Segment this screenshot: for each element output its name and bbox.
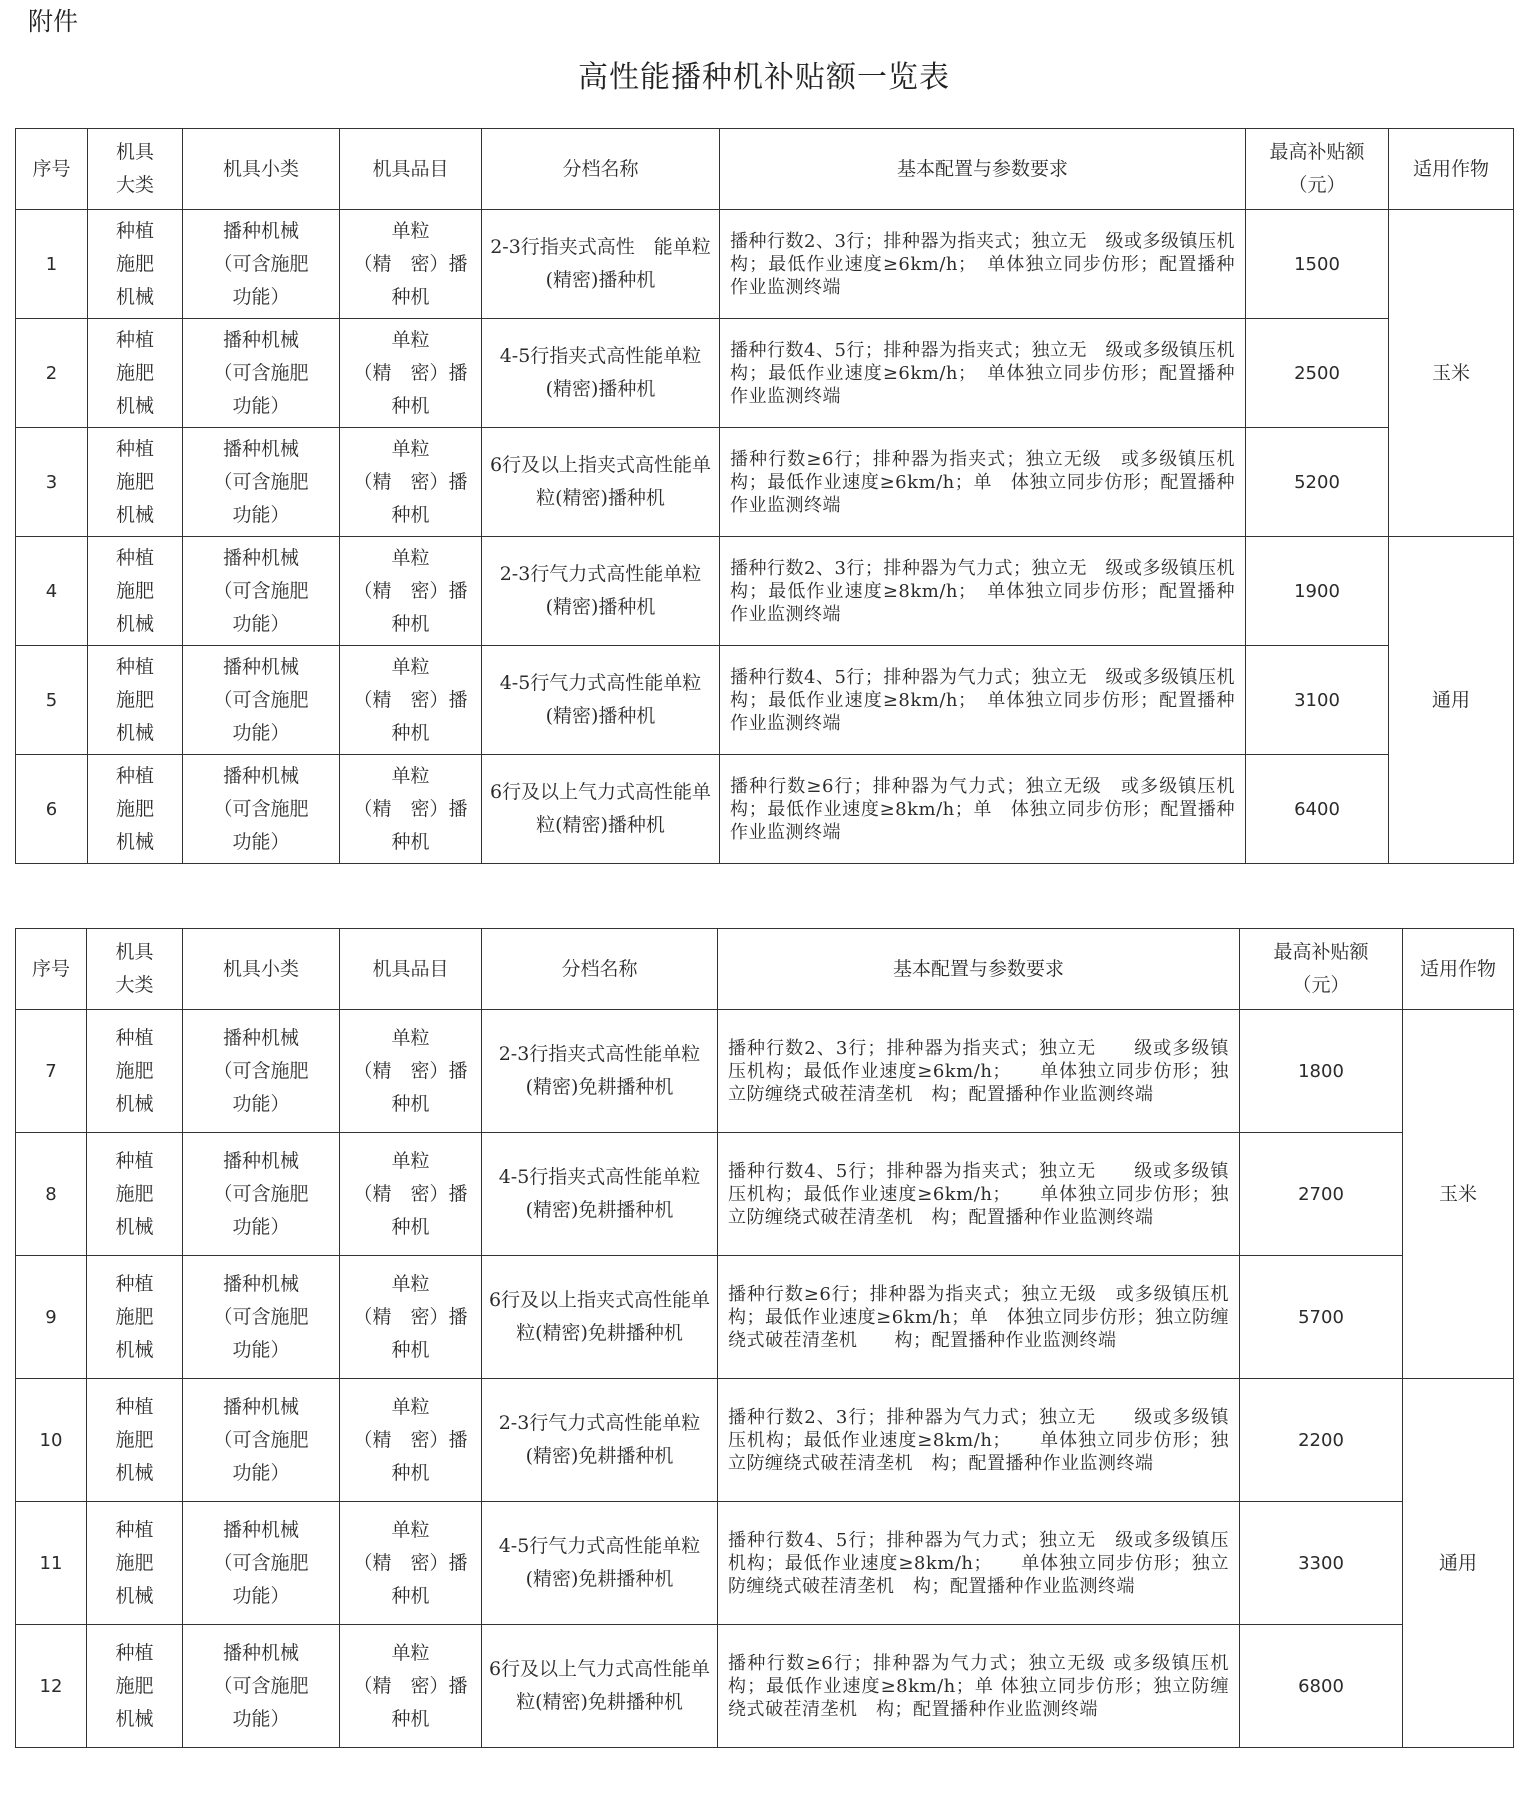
subcategory-cell-line2: （可含施肥 xyxy=(213,797,309,820)
header-seq: 序号 xyxy=(16,129,88,210)
item-cell-line3: 种机 xyxy=(391,503,430,526)
tier-name-cell: 4-5行指夹式高性能单粒(精密)播种机 xyxy=(482,319,720,428)
item-cell xyxy=(340,1379,482,1502)
header-category-line1: 机具 xyxy=(115,941,154,963)
seq-cell: 12 xyxy=(16,1625,87,1748)
table-row xyxy=(16,1379,1514,1502)
category-cell-line2: 施肥 xyxy=(115,470,154,493)
header-subcategory: 机具小类 xyxy=(183,929,340,1010)
max-subsidy-cell: 1900 xyxy=(1246,537,1389,646)
tier-name-cell: 6行及以上气力式高性能单粒(精密)播种机 xyxy=(482,755,720,864)
tier-name-cell: 4-5行指夹式高性能单粒(精密)免耕播种机 xyxy=(482,1133,718,1256)
seq-cell: 11 xyxy=(16,1502,87,1625)
item-cell-line2: （精 密）播 xyxy=(353,1182,468,1205)
category-cell-line2: 施肥 xyxy=(115,1059,154,1082)
seq-cell: 1 xyxy=(16,210,88,319)
subcategory-cell-line1: 播种机械 xyxy=(222,1641,299,1664)
header-row xyxy=(16,129,1514,210)
item-cell-line3: 种机 xyxy=(391,830,430,853)
table-row xyxy=(16,428,1514,537)
category-cell-line3: 机械 xyxy=(115,1584,154,1607)
subcategory-cell-line1: 播种机械 xyxy=(222,219,299,242)
item-cell-line2: （精 密）播 xyxy=(353,470,468,493)
item-cell-line2: （精 密）播 xyxy=(353,1674,468,1697)
category-cell-line3: 机械 xyxy=(115,1338,154,1361)
category-cell xyxy=(87,1502,183,1625)
category-cell-line2: 施肥 xyxy=(115,688,154,711)
category-cell-line2: 施肥 xyxy=(115,1551,154,1574)
table-row xyxy=(16,646,1514,755)
requirements-cell: 播种行数4、5行；排种器为气力式；独立无 级或多级镇压机构；最低作业速度≥8km/h； 单体独立同步仿形；配置播种作业监测终端 xyxy=(720,646,1246,755)
max-subsidy-cell: 2500 xyxy=(1246,319,1389,428)
attachment-label: 附件 xyxy=(28,7,79,36)
crop-cell: 通用 xyxy=(1389,537,1514,864)
header-category-line1: 机具 xyxy=(115,141,154,163)
subcategory-cell xyxy=(183,1256,340,1379)
category-cell xyxy=(88,755,183,864)
header-max-subsidy xyxy=(1240,929,1403,1010)
category-cell-line1: 种植 xyxy=(115,546,154,569)
item-cell-line2: （精 密）播 xyxy=(353,579,468,602)
category-cell xyxy=(87,1256,183,1379)
subcategory-cell-line2: （可含施肥 xyxy=(213,470,309,493)
item-cell-line1: 单粒 xyxy=(391,764,430,787)
document-title: 高性能播种机补贴额一览表 xyxy=(578,60,950,95)
category-cell-line2: 施肥 xyxy=(115,252,154,275)
subcategory-cell xyxy=(183,1502,340,1625)
subcategory-cell-line1: 播种机械 xyxy=(222,1026,299,1049)
subcategory-cell-line3: 功能） xyxy=(232,394,290,417)
subcategory-cell-line1: 播种机械 xyxy=(222,546,299,569)
tier-name-cell: 6行及以上指夹式高性能单粒(精密)播种机 xyxy=(482,428,720,537)
item-cell xyxy=(340,1010,482,1133)
item-cell-line3: 种机 xyxy=(391,1092,430,1115)
item-cell-line3: 种机 xyxy=(391,1338,430,1361)
table-row xyxy=(16,1502,1514,1625)
item-cell-line2: （精 密）播 xyxy=(353,1551,468,1574)
subcategory-cell-line1: 播种机械 xyxy=(222,328,299,351)
item-cell-line1: 单粒 xyxy=(391,1026,430,1049)
header-requirements: 基本配置与参数要求 xyxy=(718,929,1240,1010)
seq-cell: 8 xyxy=(16,1133,87,1256)
max-subsidy-cell: 3300 xyxy=(1240,1502,1403,1625)
category-cell-line1: 种植 xyxy=(115,1518,154,1541)
item-cell xyxy=(340,319,482,428)
item-cell-line2: （精 密）播 xyxy=(353,252,468,275)
subcategory-cell xyxy=(183,1625,340,1748)
tier-name-cell: 6行及以上指夹式高性能单粒(精密)免耕播种机 xyxy=(482,1256,718,1379)
category-cell xyxy=(88,210,183,319)
header-category xyxy=(87,929,183,1010)
item-cell-line2: （精 密）播 xyxy=(353,1428,468,1451)
max-subsidy-cell: 3100 xyxy=(1246,646,1389,755)
subcategory-cell xyxy=(183,428,340,537)
subcategory-cell-line3: 功能） xyxy=(232,721,290,744)
header-subcategory: 机具小类 xyxy=(183,129,340,210)
table-row xyxy=(16,1256,1514,1379)
header-max-line1: 最高补贴额 xyxy=(1273,941,1369,963)
max-subsidy-cell: 5700 xyxy=(1240,1256,1403,1379)
item-cell-line1: 单粒 xyxy=(391,1272,430,1295)
subcategory-cell xyxy=(183,755,340,864)
category-cell-line3: 机械 xyxy=(115,503,154,526)
category-cell xyxy=(88,537,183,646)
seq-cell: 3 xyxy=(16,428,88,537)
item-cell-line3: 种机 xyxy=(391,1707,430,1730)
category-cell-line2: 施肥 xyxy=(115,1428,154,1451)
category-cell xyxy=(87,1379,183,1502)
item-cell-line1: 单粒 xyxy=(391,328,430,351)
item-cell-line3: 种机 xyxy=(391,1215,430,1238)
item-cell-line3: 种机 xyxy=(391,1584,430,1607)
subcategory-cell xyxy=(183,537,340,646)
category-cell-line3: 机械 xyxy=(115,1707,154,1730)
header-tier: 分档名称 xyxy=(482,929,718,1010)
subcategory-cell-line3: 功能） xyxy=(232,612,290,635)
item-cell-line1: 单粒 xyxy=(391,219,430,242)
item-cell xyxy=(340,428,482,537)
category-cell-line1: 种植 xyxy=(115,219,154,242)
item-cell-line2: （精 密）播 xyxy=(353,1059,468,1082)
tier-name-cell: 4-5行气力式高性能单粒(精密)免耕播种机 xyxy=(482,1502,718,1625)
header-category-line2: 大类 xyxy=(115,974,154,996)
max-subsidy-cell: 6400 xyxy=(1246,755,1389,864)
requirements-cell: 播种行数2、3行；排种器为气力式；独立无 级或多级镇压机构；最低作业速度≥8km/h； 单体独立同步仿形；独立防缠绕式破茬清垄机 构；配置播种作业监测终端 xyxy=(718,1379,1240,1502)
max-subsidy-cell: 1500 xyxy=(1246,210,1389,319)
seq-cell: 10 xyxy=(16,1379,87,1502)
item-cell-line2: （精 密）播 xyxy=(353,688,468,711)
subcategory-cell-line3: 功能） xyxy=(232,1338,290,1361)
item-cell-line3: 种机 xyxy=(391,721,430,744)
subcategory-cell-line3: 功能） xyxy=(232,1584,290,1607)
subcategory-cell-line2: （可含施肥 xyxy=(213,1059,309,1082)
seq-cell: 4 xyxy=(16,537,88,646)
subcategory-cell-line2: （可含施肥 xyxy=(213,579,309,602)
item-cell xyxy=(340,1133,482,1256)
requirements-cell: 播种行数≥6行；排种器为指夹式；独立无级 或多级镇压机构；最低作业速度≥6km/h；单 体独立同步仿形；配置播种作业监测终端 xyxy=(720,428,1246,537)
subcategory-cell-line2: （可含施肥 xyxy=(213,361,309,384)
requirements-cell: 播种行数2、3行；排种器为指夹式；独立无 级或多级镇压机构；最低作业速度≥6km/h； 单体独立同步仿形；独立防缠绕式破茬清垄机 构；配置播种作业监测终端 xyxy=(718,1010,1240,1133)
category-cell xyxy=(87,1010,183,1133)
max-subsidy-cell: 6800 xyxy=(1240,1625,1403,1748)
tier-name-cell: 4-5行气力式高性能单粒(精密)播种机 xyxy=(482,646,720,755)
table-row xyxy=(16,1010,1514,1133)
table-row xyxy=(16,210,1514,319)
max-subsidy-cell: 2200 xyxy=(1240,1379,1403,1502)
requirements-cell: 播种行数4、5行；排种器为指夹式；独立无 级或多级镇压机构；最低作业速度≥6km/h； 单体独立同步仿形；配置播种作业监测终端 xyxy=(720,319,1246,428)
tier-name-cell: 2-3行气力式高性能单粒(精密)播种机 xyxy=(482,537,720,646)
category-cell-line2: 施肥 xyxy=(115,1305,154,1328)
category-cell-line1: 种植 xyxy=(115,764,154,787)
category-cell-line2: 施肥 xyxy=(115,1674,154,1697)
item-cell xyxy=(340,1256,482,1379)
category-cell xyxy=(87,1133,183,1256)
requirements-cell: 播种行数2、3行；排种器为气力式；独立无 级或多级镇压机构；最低作业速度≥8km/h； 单体独立同步仿形；配置播种作业监测终端 xyxy=(720,537,1246,646)
header-crop: 适用作物 xyxy=(1389,129,1514,210)
category-cell xyxy=(88,428,183,537)
subcategory-cell-line1: 播种机械 xyxy=(222,764,299,787)
subcategory-cell-line3: 功能） xyxy=(232,1707,290,1730)
subcategory-cell-line2: （可含施肥 xyxy=(213,1428,309,1451)
subcategory-cell xyxy=(183,1133,340,1256)
subcategory-cell-line2: （可含施肥 xyxy=(213,1674,309,1697)
subcategory-cell-line1: 播种机械 xyxy=(222,437,299,460)
subcategory-cell-line3: 功能） xyxy=(232,1092,290,1115)
seq-cell: 2 xyxy=(16,319,88,428)
tier-name-cell: 2-3行气力式高性能单粒(精密)免耕播种机 xyxy=(482,1379,718,1502)
category-cell-line1: 种植 xyxy=(115,437,154,460)
item-cell-line3: 种机 xyxy=(391,394,430,417)
category-cell-line2: 施肥 xyxy=(115,361,154,384)
item-cell xyxy=(340,646,482,755)
category-cell-line3: 机械 xyxy=(115,285,154,308)
category-cell-line3: 机械 xyxy=(115,394,154,417)
item-cell-line1: 单粒 xyxy=(391,1149,430,1172)
header-item: 机具品目 xyxy=(340,929,482,1010)
category-cell-line2: 施肥 xyxy=(115,579,154,602)
subsidy-table-2 xyxy=(15,928,1514,1748)
category-cell-line1: 种植 xyxy=(115,1641,154,1664)
category-cell xyxy=(88,646,183,755)
header-max-line1: 最高补贴额 xyxy=(1269,141,1365,163)
header-row xyxy=(16,929,1514,1010)
requirements-cell: 播种行数≥6行；排种器为气力式；独立无级 或多级镇压机构；最低作业速度≥8km/h；单 体独立同步仿形；独立防缠绕式破茬清垄机 构；配置播种作业监测终端 xyxy=(718,1625,1240,1748)
item-cell xyxy=(340,210,482,319)
subcategory-cell xyxy=(183,646,340,755)
subcategory-cell-line2: （可含施肥 xyxy=(213,252,309,275)
tier-name-cell: 6行及以上气力式高性能单粒(精密)免耕播种机 xyxy=(482,1625,718,1748)
category-cell xyxy=(88,319,183,428)
table-row xyxy=(16,537,1514,646)
header-tier: 分档名称 xyxy=(482,129,720,210)
header-requirements: 基本配置与参数要求 xyxy=(720,129,1246,210)
header-max-line2: （元） xyxy=(1288,174,1346,196)
category-cell-line1: 种植 xyxy=(115,1272,154,1295)
category-cell-line3: 机械 xyxy=(115,721,154,744)
subcategory-cell xyxy=(183,210,340,319)
subcategory-cell-line3: 功能） xyxy=(232,285,290,308)
item-cell-line2: （精 密）播 xyxy=(353,361,468,384)
subcategory-cell-line1: 播种机械 xyxy=(222,1395,299,1418)
subcategory-cell-line3: 功能） xyxy=(232,1215,290,1238)
category-cell-line2: 施肥 xyxy=(115,1182,154,1205)
item-cell-line3: 种机 xyxy=(391,285,430,308)
item-cell-line2: （精 密）播 xyxy=(353,797,468,820)
subcategory-cell-line3: 功能） xyxy=(232,830,290,853)
category-cell-line1: 种植 xyxy=(115,1395,154,1418)
category-cell-line2: 施肥 xyxy=(115,797,154,820)
category-cell-line3: 机械 xyxy=(115,1461,154,1484)
max-subsidy-cell: 5200 xyxy=(1246,428,1389,537)
subcategory-cell-line1: 播种机械 xyxy=(222,655,299,678)
seq-cell: 9 xyxy=(16,1256,87,1379)
subcategory-cell-line2: （可含施肥 xyxy=(213,688,309,711)
item-cell xyxy=(340,537,482,646)
item-cell-line2: （精 密）播 xyxy=(353,1305,468,1328)
subcategory-cell xyxy=(183,1379,340,1502)
subcategory-cell-line3: 功能） xyxy=(232,1461,290,1484)
crop-cell: 玉米 xyxy=(1403,1010,1514,1379)
requirements-cell: 播种行数4、5行；排种器为指夹式；独立无 级或多级镇压机构；最低作业速度≥6km/h； 单体独立同步仿形；独立防缠绕式破茬清垄机 构；配置播种作业监测终端 xyxy=(718,1133,1240,1256)
subcategory-cell-line2: （可含施肥 xyxy=(213,1551,309,1574)
header-category xyxy=(88,129,183,210)
category-cell-line3: 机械 xyxy=(115,612,154,635)
category-cell-line3: 机械 xyxy=(115,1215,154,1238)
crop-cell: 通用 xyxy=(1403,1379,1514,1748)
table-row xyxy=(16,319,1514,428)
requirements-cell: 播种行数≥6行；排种器为指夹式；独立无级 或多级镇压机构；最低作业速度≥6km/h；单 体独立同步仿形；独立防缠绕式破茬清垄机 构；配置播种作业监测终端 xyxy=(718,1256,1240,1379)
header-seq: 序号 xyxy=(16,929,87,1010)
header-max-line2: （元） xyxy=(1292,974,1350,996)
item-cell-line1: 单粒 xyxy=(391,655,430,678)
tier-name-cell: 2-3行指夹式高性能单粒(精密)免耕播种机 xyxy=(482,1010,718,1133)
category-cell-line1: 种植 xyxy=(115,1026,154,1049)
category-cell-line1: 种植 xyxy=(115,328,154,351)
item-cell-line3: 种机 xyxy=(391,1461,430,1484)
subsidy-table-1 xyxy=(15,128,1514,864)
header-item: 机具品目 xyxy=(340,129,482,210)
subcategory-cell-line1: 播种机械 xyxy=(222,1272,299,1295)
subcategory-cell-line1: 播种机械 xyxy=(222,1149,299,1172)
item-cell-line1: 单粒 xyxy=(391,437,430,460)
category-cell xyxy=(87,1625,183,1748)
item-cell-line3: 种机 xyxy=(391,612,430,635)
table-row xyxy=(16,1625,1514,1748)
header-crop: 适用作物 xyxy=(1403,929,1514,1010)
item-cell-line1: 单粒 xyxy=(391,546,430,569)
subcategory-cell-line2: （可含施肥 xyxy=(213,1305,309,1328)
requirements-cell: 播种行数≥6行；排种器为气力式；独立无级 或多级镇压机构；最低作业速度≥8km/h；单 体独立同步仿形；配置播种作业监测终端 xyxy=(720,755,1246,864)
header-max-subsidy xyxy=(1246,129,1389,210)
table-row xyxy=(16,755,1514,864)
header-category-line2: 大类 xyxy=(115,174,154,196)
seq-cell: 5 xyxy=(16,646,88,755)
tier-name-cell: 2-3行指夹式高性 能单粒(精密)播种机 xyxy=(482,210,720,319)
item-cell xyxy=(340,1502,482,1625)
item-cell-line1: 单粒 xyxy=(391,1395,430,1418)
max-subsidy-cell: 1800 xyxy=(1240,1010,1403,1133)
seq-cell: 7 xyxy=(16,1010,87,1133)
category-cell-line1: 种植 xyxy=(115,655,154,678)
subcategory-cell-line3: 功能） xyxy=(232,503,290,526)
item-cell xyxy=(340,755,482,864)
table-row xyxy=(16,1133,1514,1256)
item-cell-line1: 单粒 xyxy=(391,1641,430,1664)
category-cell-line3: 机械 xyxy=(115,1092,154,1115)
category-cell-line3: 机械 xyxy=(115,830,154,853)
item-cell xyxy=(340,1625,482,1748)
seq-cell: 6 xyxy=(16,755,88,864)
max-subsidy-cell: 2700 xyxy=(1240,1133,1403,1256)
item-cell-line1: 单粒 xyxy=(391,1518,430,1541)
requirements-cell: 播种行数2、3行；排种器为指夹式；独立无 级或多级镇压机构；最低作业速度≥6km/h； 单体独立同步仿形；配置播种作业监测终端 xyxy=(720,210,1246,319)
requirements-cell: 播种行数4、5行；排种器为气力式；独立无 级或多级镇压机构；最低作业速度≥8km/h； 单体独立同步仿形；独立防缠绕式破茬清垄机 构；配置播种作业监测终端 xyxy=(718,1502,1240,1625)
subcategory-cell-line1: 播种机械 xyxy=(222,1518,299,1541)
category-cell-line1: 种植 xyxy=(115,1149,154,1172)
subcategory-cell-line2: （可含施肥 xyxy=(213,1182,309,1205)
subcategory-cell xyxy=(183,1010,340,1133)
subcategory-cell xyxy=(183,319,340,428)
crop-cell: 玉米 xyxy=(1389,210,1514,537)
